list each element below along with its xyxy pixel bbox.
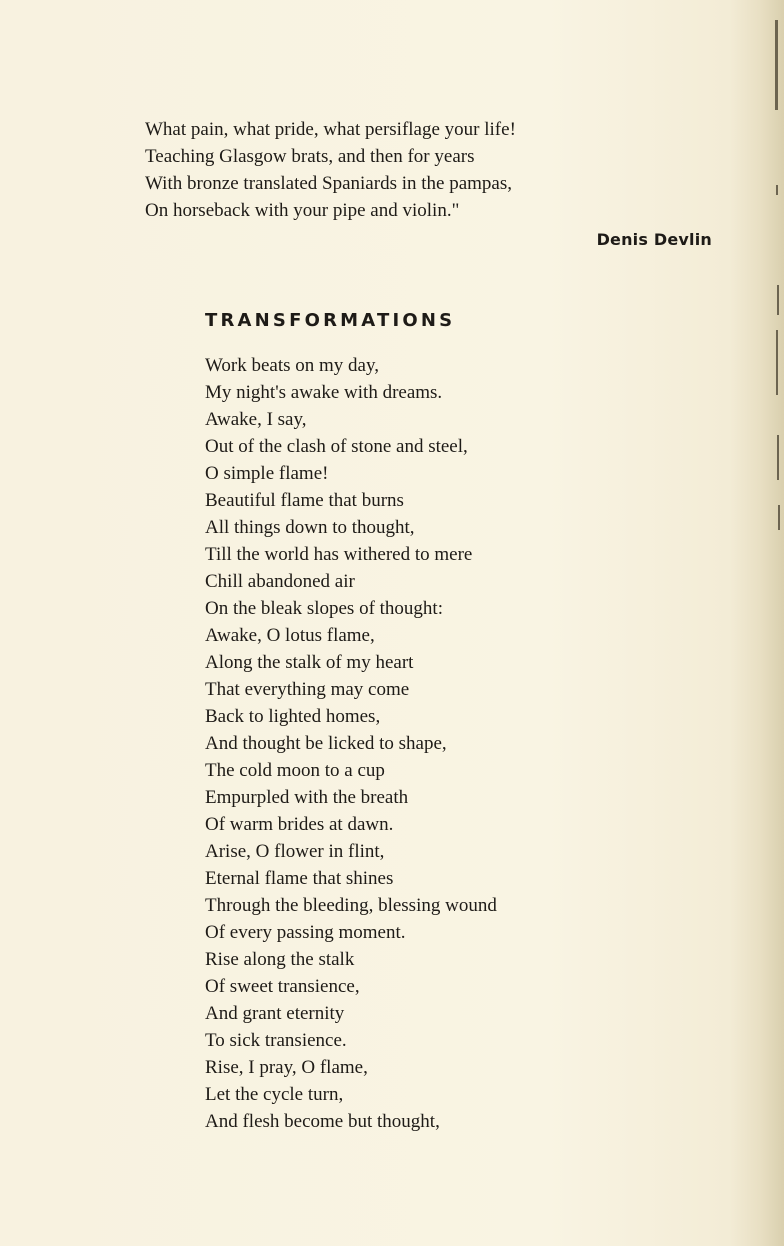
poem-line: Arise, O flower in flint, (205, 841, 385, 862)
page-edge-mark (776, 330, 778, 395)
poem-line: Chill abandoned air (205, 571, 355, 592)
poem-line: And flesh become but thought, (205, 1111, 440, 1132)
poem-line: Along the stalk of my heart (205, 652, 414, 673)
prior-poem-line: What pain, what pride, what persiflage your life! (145, 119, 516, 140)
page-edge-mark (777, 285, 779, 315)
prior-poem-line: On horseback with your pipe and violin." (145, 200, 460, 221)
poem-line: And thought be licked to shape, (205, 733, 447, 754)
poem-line: Empurpled with the breath (205, 787, 409, 808)
poem-line: Back to lighted homes, (205, 706, 381, 727)
page-edge-mark (775, 20, 778, 110)
poem-line: To sick transience. (205, 1030, 347, 1051)
poem-line: Let the cycle turn, (205, 1084, 344, 1105)
poem-line: My night's awake with dreams. (205, 382, 443, 403)
poem-line: Work beats on my day, (205, 355, 380, 376)
poem-line: O simple flame! (205, 463, 329, 484)
poem-line: Awake, I say, (205, 409, 307, 430)
page-edge-mark (776, 185, 778, 195)
prior-poem-line: Teaching Glasgow brats, and then for years (145, 146, 475, 167)
poem-line: Rise along the stalk (205, 949, 355, 970)
poem-line: On the bleak slopes of thought: (205, 598, 443, 619)
poem-line: That everything may come (205, 679, 410, 700)
poem-line: Through the bleeding, blessing wound (205, 895, 497, 916)
poem-line: Awake, O lotus flame, (205, 625, 375, 646)
poem-title: TRANSFORMATIONS (205, 310, 456, 331)
poem-line: Of every passing moment. (205, 922, 406, 943)
prior-poem-line: With bronze translated Spaniards in the pampas, (145, 173, 512, 194)
page-edge-mark (778, 505, 780, 530)
poem-line: And grant eternity (205, 1003, 345, 1024)
poem-line: Eternal flame that shines (205, 868, 394, 889)
poem-line: The cold moon to a cup (205, 760, 385, 781)
page-edge-mark (777, 435, 779, 480)
poem-line: Beautiful flame that burns (205, 490, 404, 511)
poem-line: Till the world has withered to mere (205, 544, 473, 565)
author-attribution: Denis Devlin (596, 230, 712, 249)
poem-line: All things down to thought, (205, 517, 415, 538)
poem-line: Out of the clash of stone and steel, (205, 436, 468, 457)
poem-line: Of sweet transience, (205, 976, 360, 997)
poem-line: Rise, I pray, O flame, (205, 1057, 368, 1078)
poem-line: Of warm brides at dawn. (205, 814, 394, 835)
